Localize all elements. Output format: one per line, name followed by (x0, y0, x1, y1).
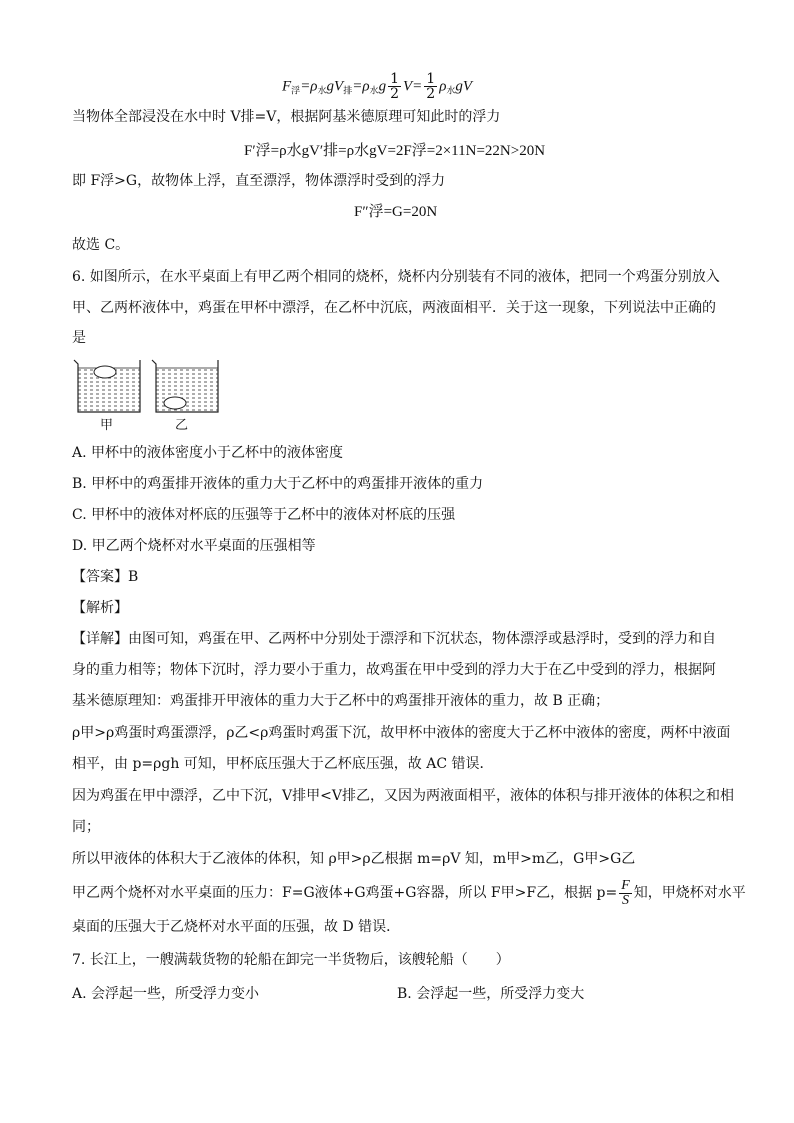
eq1-V-sub: 排 (343, 86, 353, 97)
equation-buoyancy-half (282, 72, 472, 102)
eq1-rho: =ρ (300, 78, 318, 95)
q6-detail-line9 (72, 878, 746, 908)
pressure-fraction (619, 879, 632, 908)
figure-label-jia: 甲 (100, 418, 114, 433)
frac-num: 1 (426, 71, 436, 87)
egg-floating (94, 366, 116, 378)
equation-full-buoyancy: F′浮=ρ水gV′排=ρ水gV=2F浮=2×11N=22N>20N (244, 143, 546, 159)
equation-floating-buoyancy: F″浮=G=20N (354, 204, 438, 220)
q6-detail-line8: 所以甲液体的体积大于乙液体的体积，知 ρ甲>ρ乙根据 m=ρV 知，m甲>m乙，G甲>G乙 (72, 851, 636, 867)
eq1-V: V (402, 78, 413, 95)
eq1-fraction-half (388, 72, 401, 101)
q6-option-b: B. 甲杯中的鸡蛋排开液体的重力大于乙杯中的鸡蛋排开液体的重力 (72, 476, 484, 492)
eq1-rho3-sub: 水 (446, 86, 456, 97)
q6-analysis-heading: 【解析】 (72, 600, 128, 616)
q6-detail-line2: 身的重力相等；物体下沉时，浮力要小于重力，故鸡蛋在甲中受到的浮力大于在乙中受到的浮力，根据阿 (72, 662, 716, 678)
eq1-gV: gV (326, 78, 344, 95)
q6-detail-line7: 同； (72, 819, 100, 835)
q6-answer: 【答案】B (72, 569, 139, 585)
q6-stem-line2: 甲、乙两杯液体中，鸡蛋在甲杯中漂浮，在乙杯中沉底，两液面相平．关于这一现象，下列说法中正确的 (72, 300, 716, 316)
eq1-gV2: gV (455, 78, 473, 95)
eq1-rho-sub: 水 (317, 86, 327, 97)
eq1-sub: 浮 (291, 86, 301, 97)
q6-option-a: A. 甲杯中的液体密度小于乙杯中的液体密度 (72, 445, 344, 461)
q6-detail-line10: 桌面的压强大于乙烧杯对水平面的压强，故 D 错误． (72, 919, 401, 935)
q6-detail-line9-b: 知，甲烧杯对水平 (633, 885, 746, 901)
q6-stem-line1: 6. 如图所示，在水平桌面上有甲乙两个相同的烧杯，烧杯内分别装有不同的液体，把同一个鸡蛋分别放入 (72, 269, 720, 285)
paragraph-floats-up: 即 F浮>G，故物体上浮，直至漂浮，物体漂浮时受到的浮力 (72, 173, 446, 189)
q6-option-c: C. 甲杯中的液体对杯底的压强等于乙杯中的液体对杯底的压强 (72, 507, 456, 523)
eq1-rho3: ρ (439, 78, 447, 95)
q6-detail-line6: 因为鸡蛋在甲中漂浮，乙中下沉，V排甲<V排乙，又因为两液面相平，液体的体积与排开液体的体积之和相 (72, 788, 734, 804)
frac-den: S (622, 892, 629, 908)
frac-num: F (621, 877, 630, 893)
eq1-g: g (378, 78, 387, 95)
q6-detail-line5: 相平，由 p=ρgh 可知，甲杯底压强大于乙杯底压强，故 AC 错误． (72, 756, 494, 772)
frac-num: 1 (390, 71, 399, 87)
q7-stem: 7. 长江上，一艘满载货物的轮船在卸完一半货物后，该艘轮船（ ） (72, 952, 510, 968)
answer-choice-c: 故选 C。 (72, 237, 130, 253)
q7-option-a: A. 会浮起一些，所受浮力变小 (72, 986, 260, 1002)
eq1-rho2-sub: 水 (369, 86, 379, 97)
q6-detail-line1: 【详解】由图可知，鸡蛋在甲、乙两杯中分别处于漂浮和下沉状态，物体漂浮或悬浮时，受到的浮力和自 (72, 631, 716, 647)
frac-den: 2 (426, 86, 436, 102)
figure-label-yi: 乙 (175, 418, 189, 433)
eq1-eq3: = (412, 78, 423, 95)
q6-option-d: D. 甲乙两个烧杯对水平桌面的压强相等 (72, 538, 316, 554)
q6-stem-line3: 是 (72, 330, 86, 346)
beaker-yi (152, 360, 218, 412)
q6-detail-line4: ρ甲>ρ鸡蛋时鸡蛋漂浮，ρ乙<ρ鸡蛋时鸡蛋下沉，故甲杯中液体的密度大于乙杯中液体的密度，两杯中液面 (72, 725, 731, 741)
eq1-fraction-half-2 (424, 72, 437, 101)
eq1-F: F (282, 78, 292, 95)
beaker-jia (74, 360, 140, 412)
q6-detail-line3: 基米德原理知：鸡蛋排开甲液体的重力大于乙杯中的鸡蛋排开液体的重力，故 B 正确； (72, 693, 610, 709)
paragraph-full-immersion: 当物体全部浸没在水中时 V排=V，根据阿基米德原理可知此时的浮力 (72, 109, 501, 125)
egg-sunk (164, 397, 186, 409)
eq1-rho2: =ρ (352, 78, 370, 95)
frac-den: 2 (390, 86, 399, 102)
q6-detail-line9-a: 甲乙两个烧杯对水平桌面的压力：F=G液体+G鸡蛋+G容器，所以 F甲>F乙，根据 p= (72, 885, 618, 901)
q7-option-b: B. 会浮起一些，所受浮力变大 (397, 986, 585, 1002)
